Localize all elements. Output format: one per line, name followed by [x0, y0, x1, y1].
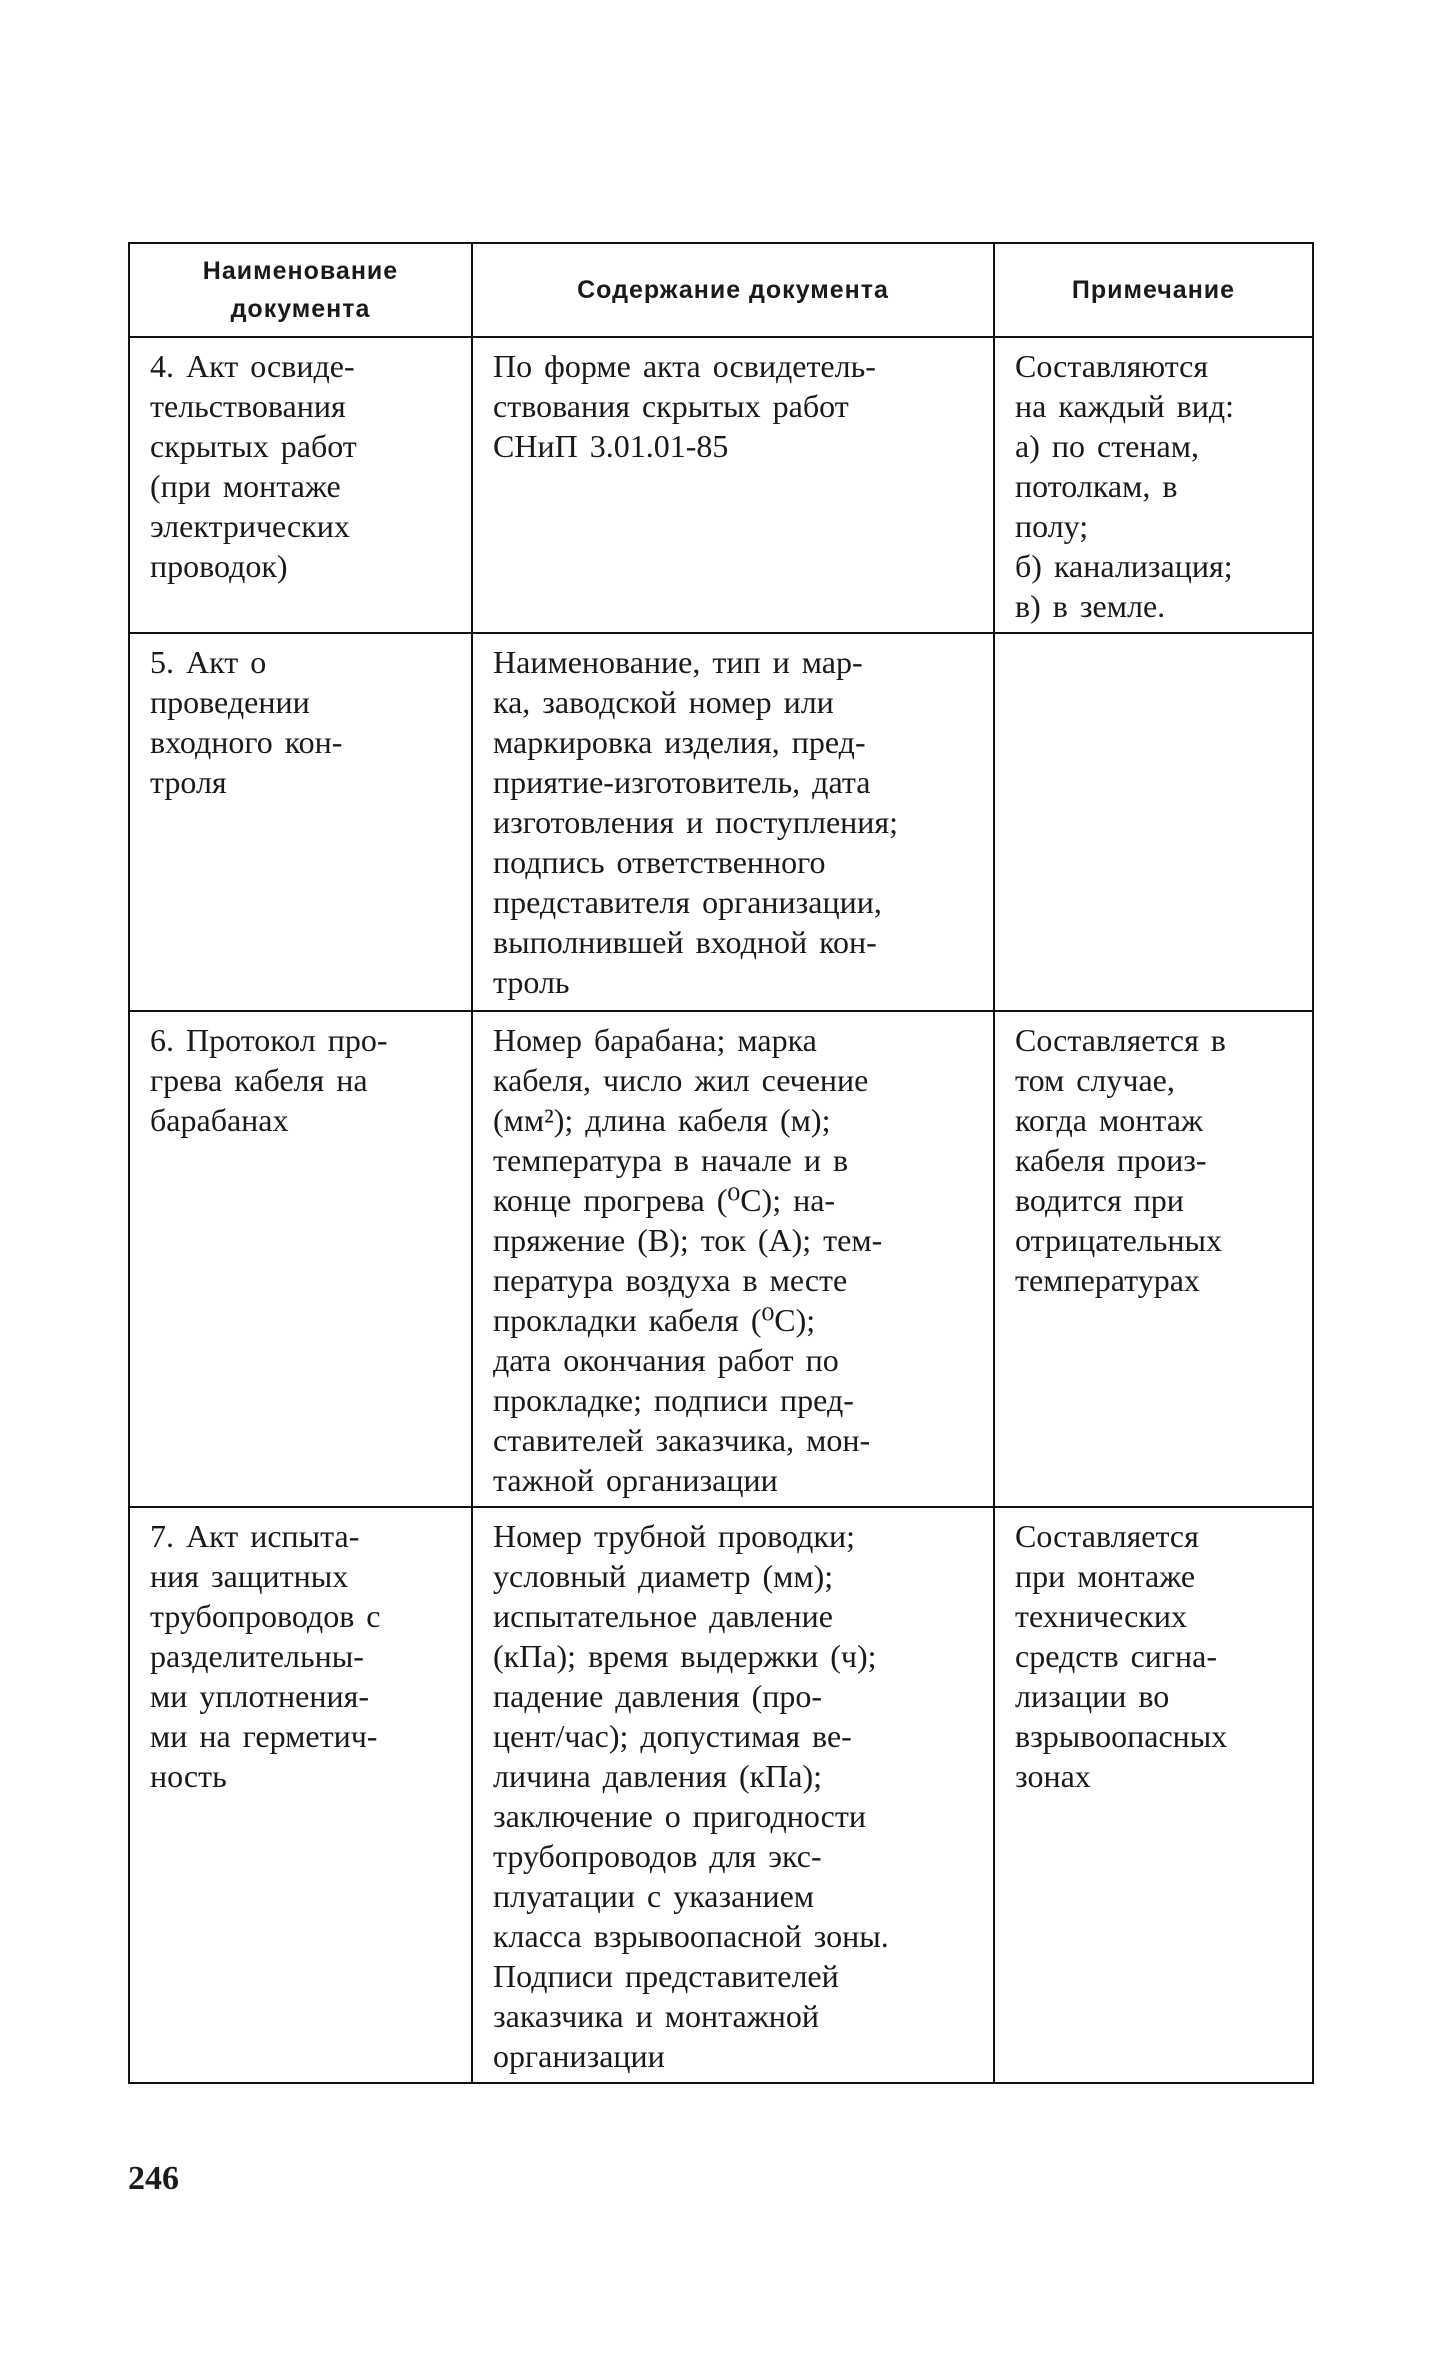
column-header-note: Примечание	[994, 243, 1313, 337]
document-note: Составляется в том случае, когда монтаж кабеля произ- водится при отрицательных температурах	[1015, 1022, 1226, 1298]
column-header-name: Наименование документа	[129, 243, 472, 337]
table-row	[129, 1011, 1313, 1507]
table-row	[129, 337, 1313, 633]
documents-table	[128, 242, 1314, 2084]
document-note-cell	[994, 337, 1313, 633]
document-note-cell	[994, 1507, 1313, 2083]
table-row	[129, 1507, 1313, 2083]
document-content: По форме акта освидетель- ствования скрытых работ СНиП 3.01.01-85	[493, 348, 876, 464]
document-name: 6. Протокол про- грева кабеля на барабанах	[150, 1022, 388, 1138]
document-name: 7. Акт испыта- ния защитных трубопроводов с разделительны- ми уплотнения- ми на герметич- ность	[150, 1518, 381, 1794]
page-number: 246	[128, 2160, 179, 2197]
document-note: Составляются на каждый вид: а) по стенам, потолкам, в полу; б) канализация; в) в земле.	[1015, 348, 1235, 624]
document-content: Номер барабана; марка кабеля, число жил сечение (мм²); длина кабеля (м); температура в начале и в конце прогрева (⁰С); на- пряжение (В); ток (А); тем- пература воздуха в месте прокладки кабеля (⁰С); дата окончания работ по прокладке; подписи пред- ставителей заказчика, мон- тажной организации	[493, 1022, 883, 1498]
column-header-content: Содержание документа	[472, 243, 994, 337]
document-content-cell	[472, 633, 994, 1011]
document-content-cell	[472, 1507, 994, 2083]
document-name: 5. Акт о проведении входного кон- троля	[150, 644, 343, 800]
document-name-cell	[129, 1507, 472, 2083]
document-note-cell	[994, 633, 1313, 1011]
document-content: Номер трубной проводки; условный диаметр (мм); испытательное давление (кПа); время выдержки (ч); падение давления (про- цент/час); допустимая ве- личина давления (кПа); заключение о пригодности трубопроводов для экс- плуатации с указанием класса взрывоопасной зоны. Подписи представителей заказчика и монтажной организации	[493, 1518, 889, 2074]
table-header-row	[129, 243, 1313, 337]
document-name: 4. Акт освиде- тельствования скрытых работ (при монтаже электрических проводок)	[150, 348, 357, 584]
table-row	[129, 633, 1313, 1011]
document-note: Составляется при монтаже технических средств сигна- лизации во взрывоопасных зонах	[1015, 1518, 1228, 1794]
document-name-cell	[129, 633, 472, 1011]
document-content-cell	[472, 337, 994, 633]
document-content-cell	[472, 1011, 994, 1507]
document-name-cell	[129, 337, 472, 633]
document-note-cell	[994, 1011, 1313, 1507]
document-name-cell	[129, 1011, 472, 1507]
document-content: Наименование, тип и мар- ка, заводской номер или маркировка изделия, пред- приятие-изготовитель, дата изготовления и поступления; подпись ответственного представителя организации, выполнившей входной кон- троль	[493, 644, 899, 1000]
